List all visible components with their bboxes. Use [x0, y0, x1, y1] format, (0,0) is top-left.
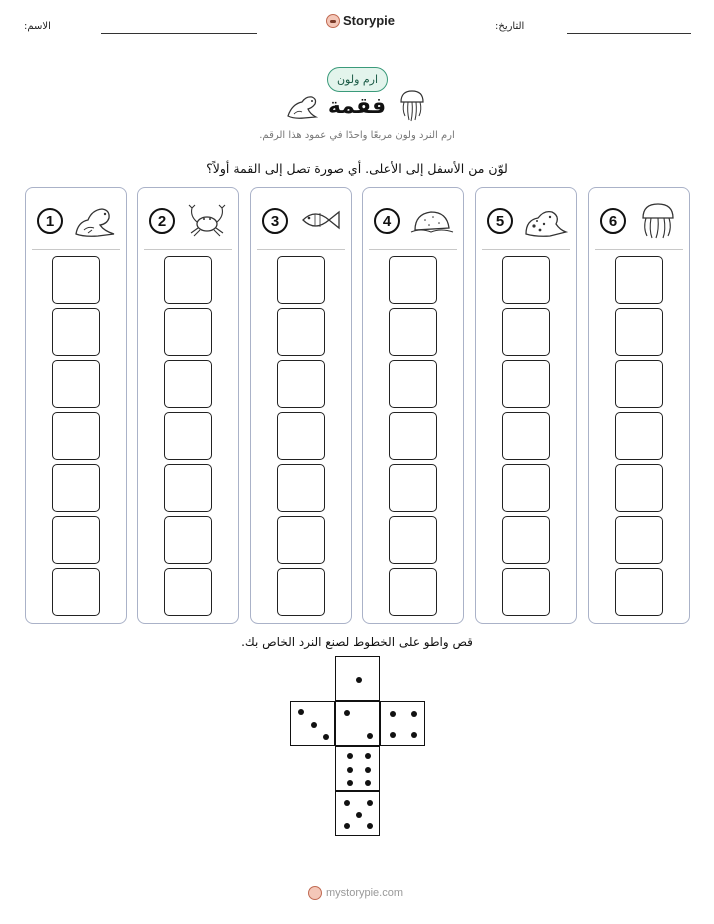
rock-icon: [409, 200, 455, 240]
spotted-seal-icon: [522, 200, 568, 240]
die-pip: [344, 800, 350, 806]
brand-name: Storypie: [343, 13, 396, 28]
subtitle: ارم النرد ولون مربعًا واحدًا في عمود هذا الرقم.: [259, 130, 455, 141]
activity-badge: ارم ولون: [327, 67, 388, 92]
color-cell[interactable]: [389, 516, 437, 564]
color-cell[interactable]: [615, 412, 663, 460]
color-cell[interactable]: [615, 464, 663, 512]
column-divider: [257, 249, 345, 250]
column-divider: [369, 249, 457, 250]
die-pip: [390, 711, 396, 717]
column-2: [137, 187, 239, 624]
color-cell[interactable]: [277, 256, 325, 304]
color-cell[interactable]: [502, 568, 550, 616]
die-pip: [344, 710, 350, 716]
crab-icon: [184, 200, 230, 240]
die-pip: [411, 732, 417, 738]
color-cell[interactable]: [277, 412, 325, 460]
die-face-5: [335, 791, 380, 836]
die-pip: [347, 767, 353, 773]
color-cell[interactable]: [164, 412, 212, 460]
color-cell[interactable]: [52, 516, 100, 564]
die-pip: [347, 753, 353, 759]
column-4: [362, 187, 464, 624]
column-5: [475, 187, 577, 624]
color-cell[interactable]: [615, 308, 663, 356]
storypie-footer-icon: [308, 886, 322, 900]
color-cell[interactable]: [52, 568, 100, 616]
color-cell[interactable]: [502, 308, 550, 356]
die-pip: [347, 780, 353, 786]
die-pip: [411, 711, 417, 717]
color-cell[interactable]: [502, 256, 550, 304]
color-cell[interactable]: [52, 360, 100, 408]
column-number: 5: [487, 208, 513, 234]
die-pip: [390, 732, 396, 738]
color-cell[interactable]: [277, 464, 325, 512]
column-divider: [32, 249, 120, 250]
instruction-text: لوّن من الأسفل إلى الأعلى. أي صورة تصل إلى القمة أولاً؟: [206, 161, 508, 176]
color-cell[interactable]: [502, 360, 550, 408]
die-face-6: [335, 746, 380, 791]
jellyfish-title-icon: [397, 88, 427, 124]
die-pip: [298, 709, 304, 715]
color-cell[interactable]: [615, 360, 663, 408]
date-line[interactable]: [567, 33, 691, 34]
color-cell[interactable]: [389, 360, 437, 408]
color-cell[interactable]: [615, 256, 663, 304]
page-title: فقمة: [327, 94, 387, 119]
die-pip: [367, 823, 373, 829]
footer: [308, 886, 403, 900]
die-face-2: [335, 701, 380, 746]
die-pip: [356, 677, 362, 683]
die-pip: [365, 767, 371, 773]
die-pip: [367, 733, 373, 739]
color-cell[interactable]: [164, 568, 212, 616]
color-cell[interactable]: [502, 412, 550, 460]
die-pip: [367, 800, 373, 806]
jellyfish-icon: [635, 200, 681, 240]
color-cell[interactable]: [389, 568, 437, 616]
die-face-1: [335, 656, 380, 701]
die-pip: [311, 722, 317, 728]
column-1: [25, 187, 127, 624]
color-cell[interactable]: [389, 464, 437, 512]
die-pip: [365, 780, 371, 786]
fish-icon: [297, 200, 343, 240]
color-cell[interactable]: [389, 308, 437, 356]
color-cell[interactable]: [615, 568, 663, 616]
color-cell[interactable]: [164, 516, 212, 564]
color-cell[interactable]: [277, 360, 325, 408]
color-cell[interactable]: [389, 412, 437, 460]
color-cell[interactable]: [52, 464, 100, 512]
color-cell[interactable]: [389, 256, 437, 304]
name-label: الاسم:: [24, 21, 51, 32]
footer-url[interactable]: mystorypie.com: [326, 887, 404, 899]
column-number: 4: [374, 208, 400, 234]
name-line[interactable]: [101, 33, 257, 34]
color-cell[interactable]: [277, 308, 325, 356]
color-cell[interactable]: [164, 360, 212, 408]
color-cell[interactable]: [164, 308, 212, 356]
color-cell[interactable]: [277, 568, 325, 616]
die-pip: [365, 753, 371, 759]
die-pip: [356, 812, 362, 818]
brand-logo: [326, 13, 395, 28]
seal-icon: [284, 90, 320, 122]
die-face-4: [380, 701, 425, 746]
column-number: 3: [262, 208, 288, 234]
column-divider: [144, 249, 232, 250]
storypie-logo-icon: [326, 14, 340, 28]
column-6: [588, 187, 690, 624]
color-cell[interactable]: [52, 412, 100, 460]
color-cell[interactable]: [164, 464, 212, 512]
column-number: 6: [600, 208, 626, 234]
column-divider: [595, 249, 683, 250]
color-cell[interactable]: [164, 256, 212, 304]
die-pip: [323, 734, 329, 740]
color-cell[interactable]: [277, 516, 325, 564]
die-pip: [344, 823, 350, 829]
color-cell[interactable]: [615, 516, 663, 564]
column-3: [250, 187, 352, 624]
cut-instruction: قص واطو على الخطوط لصنع النرد الخاص بك.: [241, 635, 473, 649]
die-face-3: [290, 701, 335, 746]
color-cell[interactable]: [502, 516, 550, 564]
color-cell[interactable]: [52, 256, 100, 304]
color-cell[interactable]: [52, 308, 100, 356]
sea-lion-icon: [72, 200, 118, 240]
date-label: التاريخ:: [495, 21, 525, 32]
color-cell[interactable]: [502, 464, 550, 512]
column-divider: [482, 249, 570, 250]
column-number: 1: [37, 208, 63, 234]
column-number: 2: [149, 208, 175, 234]
